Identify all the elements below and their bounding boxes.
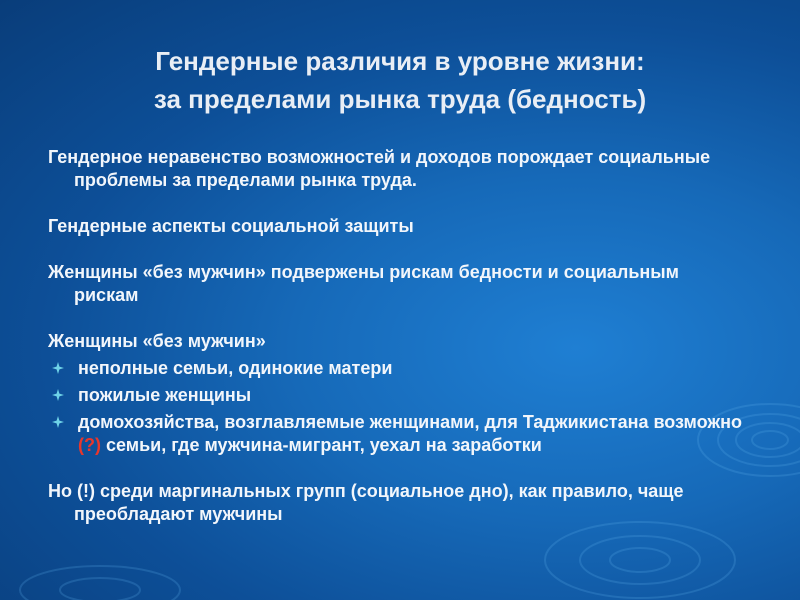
bullet-item <box>48 384 748 407</box>
title-line-2: за пределами рынка труда (бедность) <box>153 84 647 114</box>
paragraph-poverty-risks: Женщины «без мужчин» подвержены рискам бедности и социальным рискам <box>48 262 679 305</box>
bullet-text: пожилые женщины <box>78 385 252 405</box>
bullet-item <box>48 411 748 457</box>
diamond-star-bullet-icon <box>52 416 64 428</box>
diamond-star-bullet-icon <box>52 389 64 401</box>
diamond-star-bullet-icon <box>52 362 64 374</box>
bullet-text-part-a: домохозяйства, возглавляемые женщинами, для Таджикистана возможно <box>78 412 743 432</box>
question-highlight: (?) <box>78 435 101 455</box>
bullet-list <box>48 357 748 457</box>
slide-content <box>48 146 748 526</box>
title-line-1: Гендерные различия в уровне жизни: <box>155 46 645 76</box>
bullet-text-part-b: семьи, где мужчина-мигрант, уехал на заработки <box>100 435 542 455</box>
slide-title <box>60 42 740 118</box>
paragraph-social-protection: Гендерные аспекты социальной защиты <box>48 216 414 236</box>
bullet-text: неполные семьи, одинокие матери <box>78 358 393 378</box>
bullet-item <box>48 357 748 380</box>
paragraph-marginal-groups: Но (!) среди маргинальных групп (социальное дно), как правило, чаще преобладают мужчины <box>48 481 684 524</box>
paragraph-inequality: Гендерное неравенство возможностей и доходов порождает социальные проблемы за пределами рынка труда. <box>48 147 711 190</box>
paragraph-women-without-men: Женщины «без мужчин» <box>48 331 266 351</box>
